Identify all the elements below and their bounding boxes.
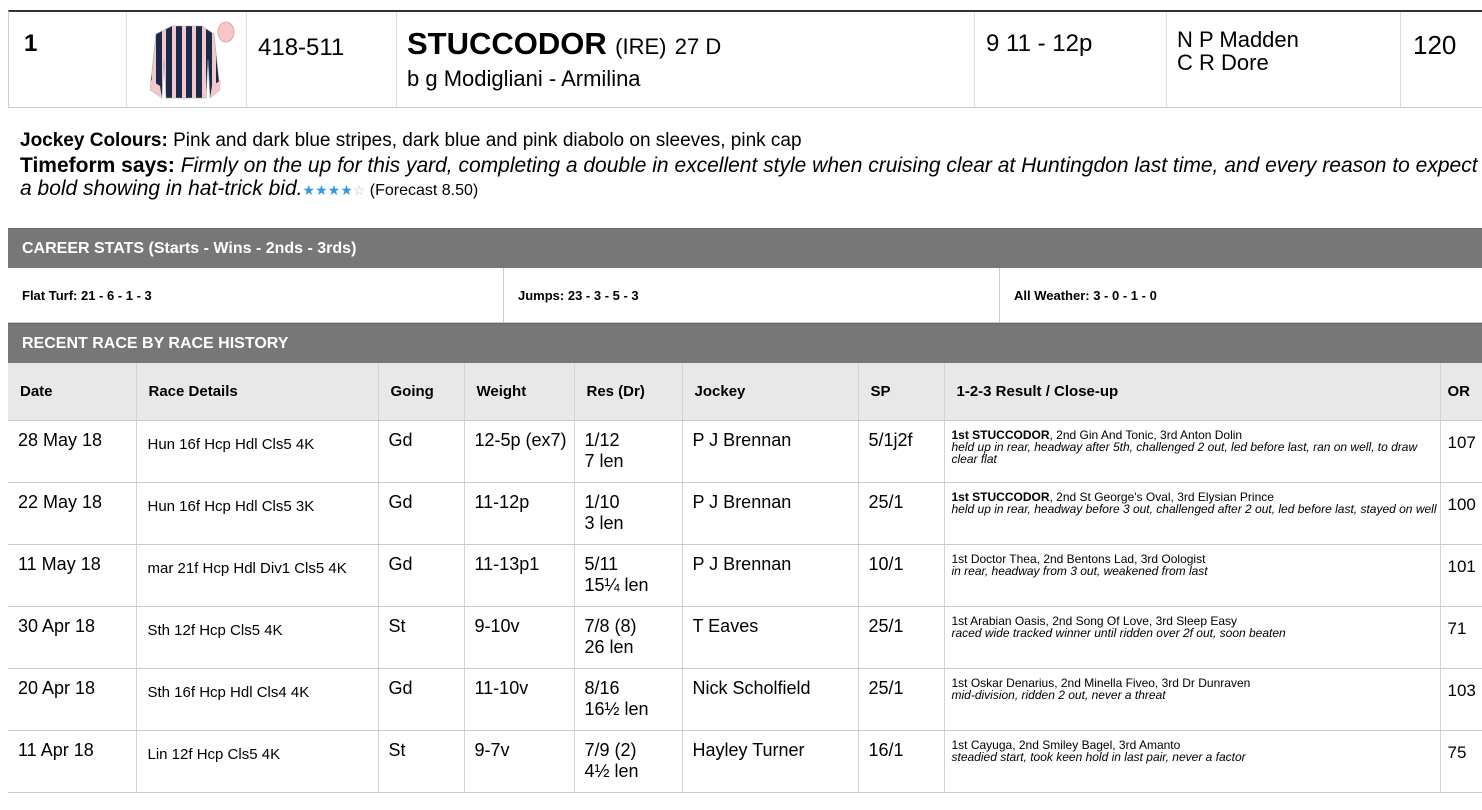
runner-info	[20, 130, 1482, 202]
race-going: Gd	[378, 482, 464, 544]
race-weight: 11-10v	[464, 668, 574, 730]
result-position: 7/8 (8)	[584, 615, 637, 636]
race-closeup	[944, 482, 1440, 544]
result-position: 7/9 (2)	[584, 739, 637, 760]
race-history-heading: RECENT RACE BY RACE HISTORY	[8, 323, 1482, 363]
race-comment: steadied start, took keen hold in last pair, never a factor	[951, 749, 1246, 764]
race-details-link[interactable]: Hun 16f Hcp Hdl Cls5 3K	[136, 482, 378, 544]
stats-jumps: Jumps: 23 - 3 - 5 - 3	[504, 268, 1000, 323]
race-date: 11 May 18	[8, 544, 136, 606]
race-going: St	[378, 730, 464, 792]
runner-number: 1	[9, 12, 127, 107]
race-result	[574, 544, 682, 606]
race-or: 103	[1440, 668, 1482, 730]
race-details-link[interactable]: Lin 12f Hcp Cls5 4K	[136, 730, 378, 792]
race-details-link[interactable]: Sth 16f Hcp Hdl Cls4 4K	[136, 668, 378, 730]
horse-country: (IRE)	[615, 34, 667, 59]
race-going: Gd	[378, 544, 464, 606]
race-weight: 11-13p1	[464, 544, 574, 606]
race-date: 11 Apr 18	[8, 730, 136, 792]
race-going: Gd	[378, 420, 464, 482]
horse-age-tag: 27 D	[674, 34, 722, 59]
timeform-label: Timeform says:	[20, 154, 175, 177]
colours-label: Jockey Colours:	[20, 130, 168, 151]
table-row	[8, 420, 1482, 482]
result-placings: 1st Doctor Thea, 2nd Bentons Lad, 3rd Oologist	[951, 551, 1206, 566]
col-header-or[interactable]: OR	[1440, 363, 1482, 420]
result-placings: 1st Cayuga, 2nd Smiley Bagel, 3rd Amanto	[951, 737, 1181, 752]
runner-header	[8, 10, 1482, 107]
star-icon: ★	[302, 182, 316, 198]
star-rating	[303, 182, 366, 198]
race-jockey: P J Brennan	[682, 420, 858, 482]
result-position: 5/11	[584, 553, 619, 574]
star-icon: ★	[315, 182, 328, 198]
col-header-sp[interactable]: SP	[858, 363, 944, 420]
result-placings: , 2nd St George's Oval, 3rd Elysian Prince	[1049, 489, 1274, 504]
jockey-colours	[20, 130, 1482, 152]
result-placings: , 2nd Gin And Tonic, 3rd Anton Dolin	[1049, 427, 1243, 442]
result-placings: 1st Arabian Oasis, 2nd Song Of Love, 3rd Sleep Easy	[951, 613, 1238, 628]
col-header-race[interactable]: Race Details	[136, 363, 378, 420]
race-sp: 25/1	[858, 482, 944, 544]
timeform-text: Firmly on the up for this yard, completing a double in excellent style when cruising clear at Huntingdon last time, and every reason to expect a bold showing in hat-trick bid.	[20, 154, 1478, 200]
colours-text: Pink and dark blue stripes, dark blue and pink diabolo on sleeves, pink cap	[167, 130, 802, 151]
star-empty-icon: ☆	[352, 182, 366, 198]
col-header-result[interactable]: Res (Dr)	[574, 363, 682, 420]
race-or: 107	[1440, 420, 1482, 482]
race-going: Gd	[378, 668, 464, 730]
horse-breeding: b g Modigliani - Armilina	[407, 66, 641, 91]
race-closeup	[944, 668, 1440, 730]
race-result	[574, 482, 682, 544]
stats-flat-turf: Flat Turf: 21 - 6 - 1 - 3	[8, 268, 504, 323]
race-jockey: Hayley Turner	[682, 730, 858, 792]
race-result	[574, 668, 682, 730]
race-date: 20 Apr 18	[8, 668, 136, 730]
race-date: 30 Apr 18	[8, 606, 136, 668]
race-sp: 25/1	[858, 606, 944, 668]
result-winner: 1st STUCCODOR	[951, 489, 1050, 504]
race-or: 100	[1440, 482, 1482, 544]
race-weight: 11-12p	[464, 482, 574, 544]
result-distance: 26 len	[584, 636, 634, 657]
race-date: 22 May 18	[8, 482, 136, 544]
race-sp: 16/1	[858, 730, 944, 792]
table-row	[8, 668, 1482, 730]
race-weight: 9-10v	[464, 606, 574, 668]
table-row	[8, 482, 1482, 544]
career-stats-heading: CAREER STATS (Starts - Wins - 2nds - 3rds)	[8, 228, 1482, 268]
race-or: 75	[1440, 730, 1482, 792]
race-sp: 10/1	[858, 544, 944, 606]
race-weight: 12-5p (ex7)	[464, 420, 574, 482]
race-comment: held up in rear, headway after 5th, challenged 2 out, led before last, ran on well, to draw clear flat	[951, 439, 1418, 466]
race-jockey: T Eaves	[682, 606, 858, 668]
weight-carried: 9 11 - 12p	[975, 12, 1167, 107]
result-distance: 16½ len	[584, 698, 649, 719]
race-sp: 25/1	[858, 668, 944, 730]
result-distance: 4½ len	[584, 760, 639, 781]
race-closeup	[944, 606, 1440, 668]
connections	[1167, 12, 1401, 107]
col-header-jockey[interactable]: Jockey	[682, 363, 858, 420]
table-row	[8, 544, 1482, 606]
race-result	[574, 730, 682, 792]
race-or: 71	[1440, 606, 1482, 668]
race-closeup	[944, 730, 1440, 792]
col-header-going[interactable]: Going	[378, 363, 464, 420]
horse-name-link[interactable]: STUCCODOR	[407, 26, 607, 61]
race-comment: mid-division, ridden 2 out, never a threat	[951, 687, 1166, 702]
col-header-date[interactable]: Date	[8, 363, 136, 420]
race-result	[574, 606, 682, 668]
result-winner: 1st STUCCODOR	[951, 427, 1050, 442]
recent-form: 418-511	[247, 12, 397, 107]
race-comment: raced wide tracked winner until ridden over 2f out, soon beaten	[951, 625, 1286, 640]
horse-details	[397, 12, 975, 107]
race-result	[574, 420, 682, 482]
race-details-link[interactable]: Sth 12f Hcp Cls5 4K	[136, 606, 378, 668]
result-placings: 1st Oskar Denarius, 2nd Minella Fiveo, 3rd Dr Dunraven	[951, 675, 1251, 690]
divider	[8, 107, 1482, 108]
trainer-link[interactable]: N P Madden	[1177, 27, 1299, 52]
race-comment: held up in rear, headway before 3 out, challenged after 2 out, led before last, stayed on well	[951, 501, 1437, 516]
col-header-closeup[interactable]: 1-2-3 Result / Close-up	[944, 363, 1440, 420]
race-jockey: P J Brennan	[682, 482, 858, 544]
jockey-link[interactable]: C R Dore	[1177, 50, 1269, 75]
race-closeup	[944, 420, 1440, 482]
table-row	[8, 606, 1482, 668]
star-icon: ★	[327, 182, 341, 198]
race-going: St	[378, 606, 464, 668]
race-date: 28 May 18	[8, 420, 136, 482]
race-jockey: Nick Scholfield	[682, 668, 858, 730]
stats-all-weather: All Weather: 3 - 0 - 1 - 0	[1014, 288, 1157, 303]
official-rating: 120	[1413, 30, 1457, 60]
race-closeup	[944, 544, 1440, 606]
result-position: 8/16	[584, 677, 620, 698]
forecast-odds: (Forecast 8.50)	[365, 182, 479, 199]
col-header-weight[interactable]: Weight	[464, 363, 574, 420]
result-distance: 3 len	[584, 512, 624, 533]
table-row	[8, 730, 1482, 792]
silks-cell	[127, 12, 247, 107]
race-weight: 9-7v	[464, 730, 574, 792]
race-history-table	[8, 363, 1482, 793]
table-header-row	[8, 363, 1482, 420]
race-details-link[interactable]: Hun 16f Hcp Hdl Cls5 4K	[136, 420, 378, 482]
timeform-verdict	[20, 155, 1482, 202]
career-stats	[8, 268, 1482, 323]
race-sp: 5/1j2f	[858, 420, 944, 482]
star-icon: ★	[340, 182, 353, 198]
result-position: 1/12	[584, 429, 620, 450]
result-position: 1/10	[584, 491, 620, 512]
result-distance: 7 len	[584, 450, 624, 471]
race-details-link[interactable]: mar 21f Hcp Hdl Div1 Cls5 4K	[136, 544, 378, 606]
jockey-silks-icon	[136, 20, 238, 100]
race-or: 101	[1440, 544, 1482, 606]
race-jockey: P J Brennan	[682, 544, 858, 606]
race-comment: in rear, headway from 3 out, weakened from last	[951, 563, 1208, 578]
result-distance: 15¼ len	[584, 574, 649, 595]
